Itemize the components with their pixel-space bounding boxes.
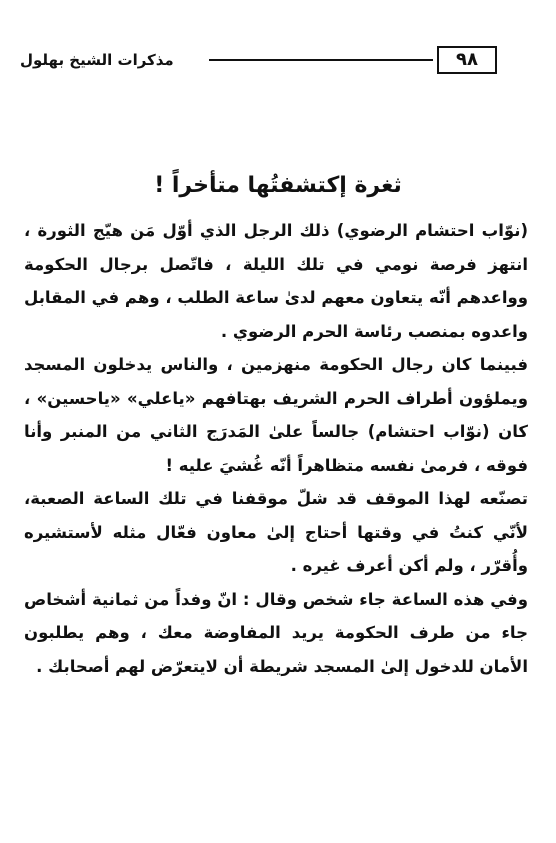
page-header <box>20 46 536 80</box>
running-title: مذكرات الشيخ بهلول <box>20 51 174 69</box>
header-rule <box>209 59 433 61</box>
section-title: ثغرة إكتشفتُها متأخراً ! <box>154 173 402 198</box>
paragraph: (نوّاب احتشام الرضوي) ذلك الرجل الذي أوّل مَن هيّج الثورة ، انتهز فرصة نومي في تلك الليلة ، فاتّصل برجال الحكومة وواعدهم أنّه يتعاون معهم لدىٰ ساعة الطلب ، وهم في المقابل واعدوه بمنصب رئاسة الحرم الرضوي . <box>24 221 528 341</box>
paragraph: تصنّعه لهذا الموقف قد شلّ موقفنا في تلك الساعة الصعبة، لأنّي كنتُ في وقتها أحتاج إلىٰ معاون فعّال مثله لأستشيره وأُقرّر ، ولم أكن أعرف غيره . <box>24 489 528 575</box>
page-number: ٩٨ <box>437 46 497 74</box>
paragraph: فبينما كان رجال الحكومة منهزمين ، والناس يدخلون المسجد ويملؤون أطراف الحرم الشريف بهتافهم «ياعلي» «ياحسين» ، كان (نوّاب احتشام) جالساً علىٰ المَدرَج الثاني من المنبر وأنا فوقه ، فرمىٰ نفسه متظاهراً أنّه غُشيَ عليه ! <box>24 355 528 475</box>
body-text <box>24 214 528 794</box>
paragraph: وفي هذه الساعة جاء شخص وقال : انّ وفداً من ثمانية أشخاص جاء من طرف الحكومة يريد المفاوضة معك ، وهم يطلبون الأمان للدخول إلىٰ المسجد شريطة أن لايتعرّض لهم أصحابك . <box>24 589 528 676</box>
